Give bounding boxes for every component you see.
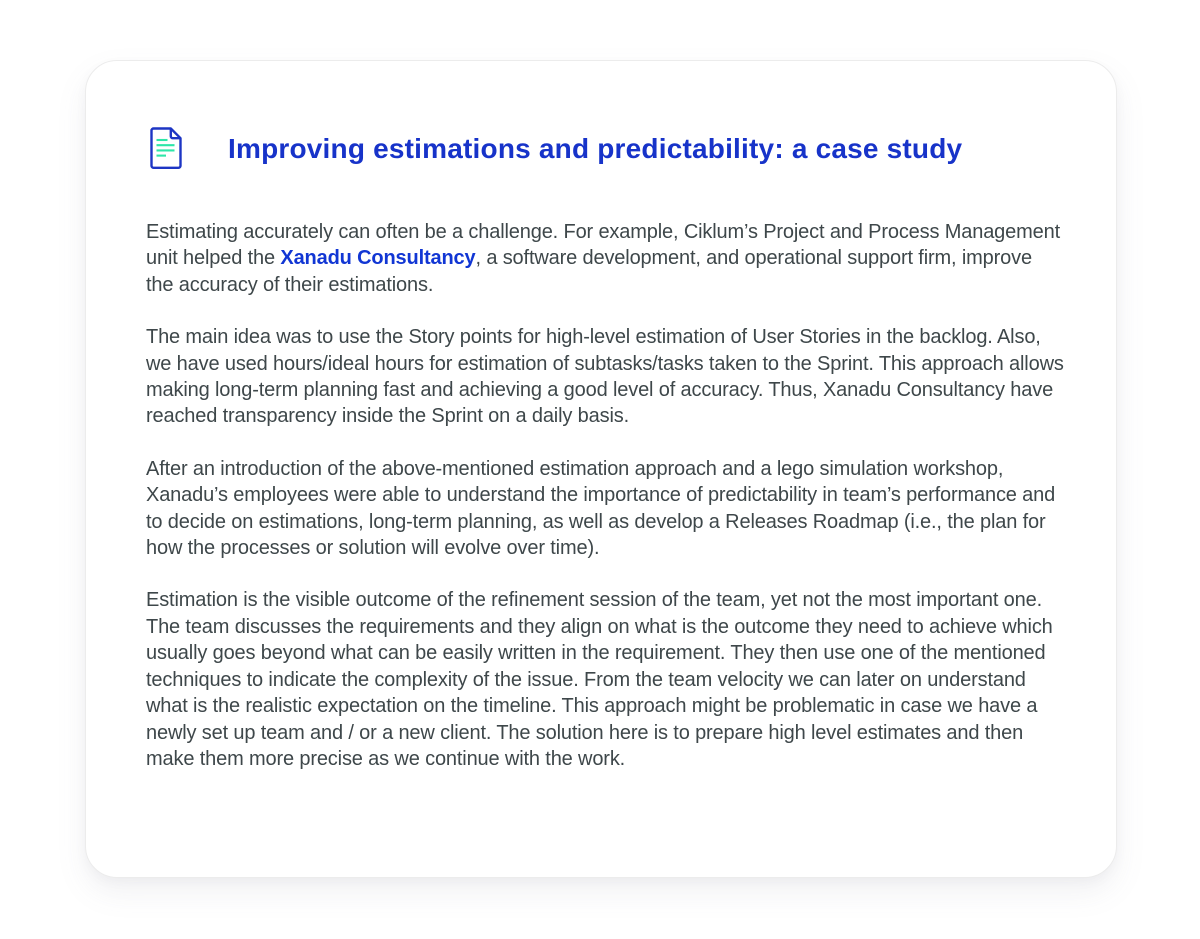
card-header (149, 127, 1116, 170)
article-body (86, 170, 1116, 772)
case-study-card (85, 60, 1117, 878)
page-title: Improving estimations and predictability: a case study (228, 132, 963, 164)
paragraph-2: The main idea was to use the Story points for high-level estimation of User Stories in the backlog. Also, we have used hours/ideal hours for estimation of subtasks/tasks taken to the Sprint. This approach allows making long-term planning fast and achieving a good level of accuracy. Thus, Xanadu Consultancy have reached transparency inside the Sprint on a daily basis. (146, 326, 1064, 428)
paragraph-3: After an introduction of the above-mentioned estimation approach and a lego simulation workshop, Xanadu’s employees were able to understand the importance of predictability in team’s performance and to decide on estimations, long-term planning, as well as develop a Releases Roadmap (i.e., the plan for how the processes or solution will evolve over time). (146, 457, 1056, 560)
paragraph-1-text-after: , a software development, and operational support firm, improve the accuracy of their estimations. (146, 247, 1032, 296)
paragraph-4: Estimation is the visible outcome of the refinement session of the team, yet not the most important one. The team discusses the requirements and they align on what is the outcome they need to achieve which usually goes beyond what can be easily written in the requirement. They then use one of the mentioned techniques to indicate the complexity of the issue. From the team velocity we can later on understand what is the realistic expectation on the timeline. This approach might be problematic in case we have a newly set up team and / or a new client. The solution here is to prepare high level estimates and then make them more precise as we continue with the work. (146, 589, 1053, 770)
paragraph-1 (146, 219, 1064, 298)
xanadu-consultancy-link[interactable]: Xanadu Consultancy (280, 247, 476, 270)
document-icon (149, 127, 182, 170)
paragraph-1-text-before: Estimating accurately can often be a challenge. For example, Ciklum’s Project and Process Management unit helped the (146, 221, 1060, 270)
